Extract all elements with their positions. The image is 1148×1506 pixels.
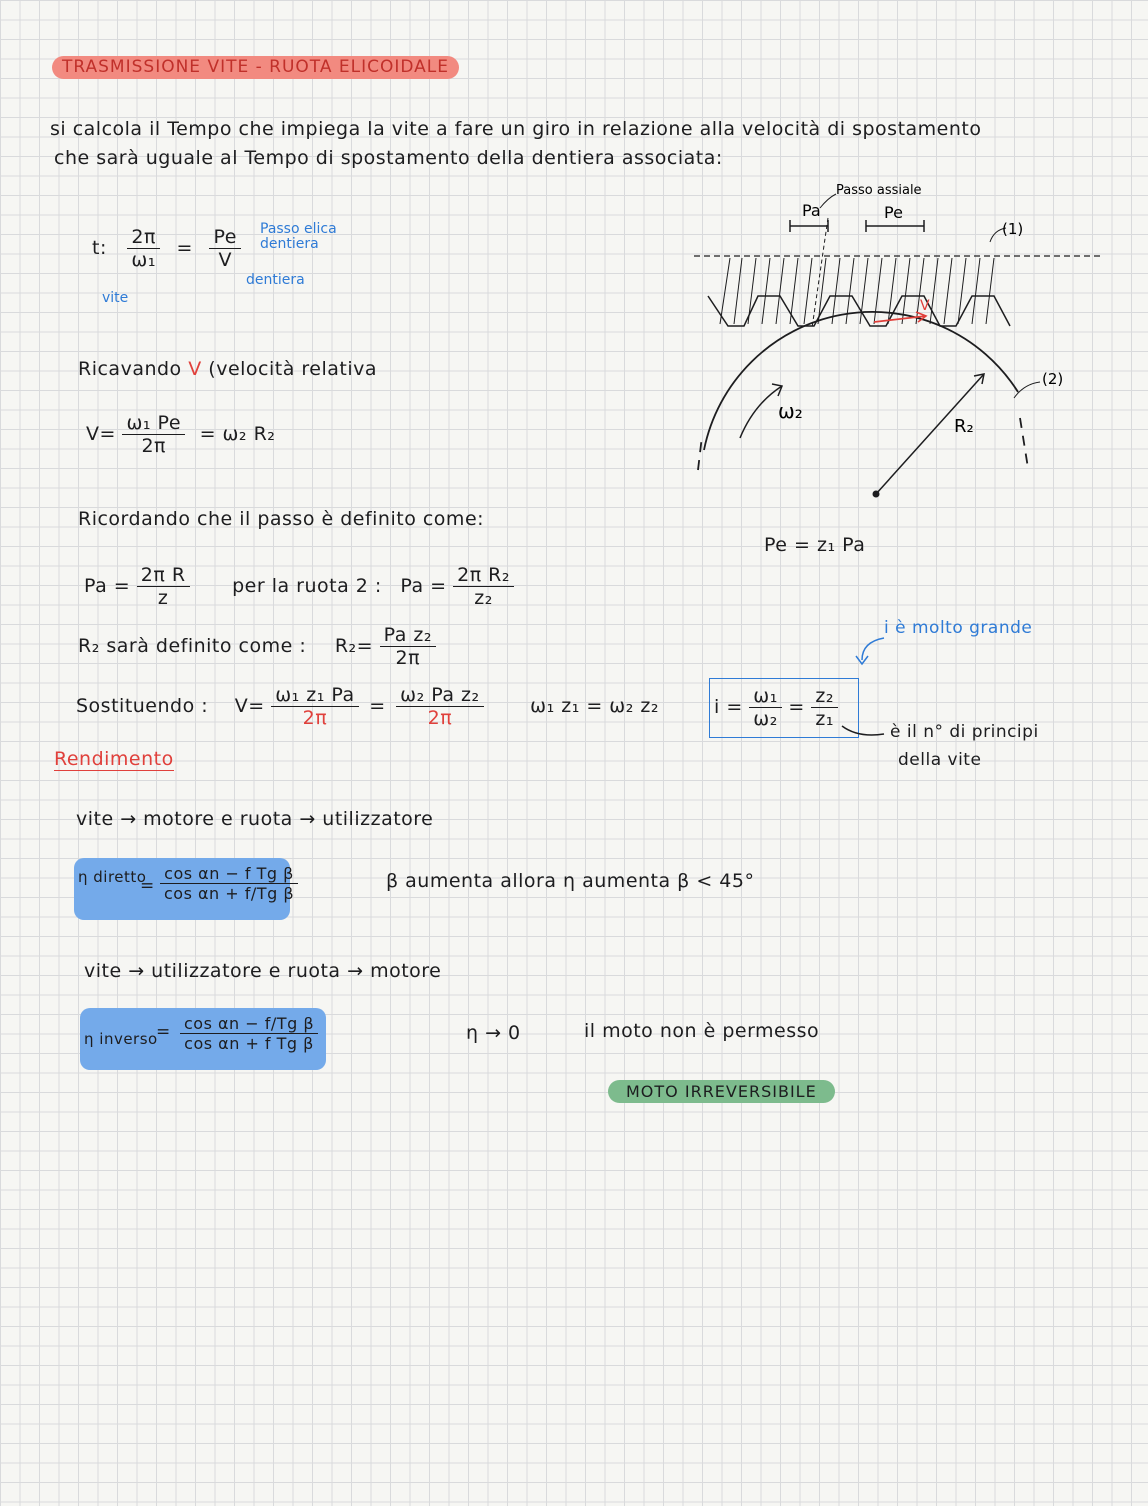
eq-r2-den: 2π — [395, 647, 421, 669]
note-principi-1: è il n° di principi — [890, 722, 1039, 742]
pe-equation: Pe = z₁ Pa — [764, 534, 866, 556]
wheel-arc-dash-left — [698, 436, 702, 470]
ratio-eq: = — [788, 696, 805, 718]
ricavando-line — [78, 358, 377, 380]
eq-time-frac2 — [209, 226, 240, 271]
eq-pa-per: per la ruota 2 : — [232, 575, 382, 597]
ratio-lhs: i = — [714, 696, 743, 718]
note-passo-elica: Passo elica dentiera — [260, 221, 337, 252]
eta-diretto-num: cos αn − f Tg β — [160, 864, 298, 884]
eq-time — [92, 226, 241, 271]
eq-sostituendo — [76, 684, 659, 729]
passo-assiale-pointer — [820, 194, 836, 208]
case-1: vite → motore e ruota → utilizzatore — [76, 808, 434, 830]
ratio-den-2: z₁ — [815, 708, 834, 730]
intro-line-1: si calcola il Tempo che impiega la vite a fare un giro in relazione alla velocità di spostamento — [50, 118, 982, 140]
passo-assiale-label: Passo assiale — [836, 183, 922, 198]
ricavando-text-2: (velocità relativa — [208, 358, 378, 380]
eq-time-frac1-den: ω₁ — [131, 249, 156, 271]
note-principi-2: della vite — [898, 750, 982, 770]
eq-pa-frac — [137, 564, 190, 609]
page-title: TRASMISSIONE VITE - RUOTA ELICOIDALE — [52, 56, 459, 79]
eta-diretto-den: cos αn + f/Tg β — [164, 884, 295, 903]
eta-diretto-eq: = — [140, 876, 155, 896]
eta-inverso-frac — [180, 1014, 318, 1053]
eq-r2-num: Pa z₂ — [380, 624, 436, 647]
eq-time-frac2-den: V — [218, 249, 232, 271]
eq-time-frac1 — [127, 226, 160, 271]
ricavando-v: V — [188, 358, 202, 380]
eq-pa-num: 2π R — [137, 564, 190, 587]
sost-den-2: 2π — [427, 707, 453, 729]
label2-pointer — [1014, 382, 1040, 398]
eta-diretto-frac — [160, 864, 298, 903]
eq-pa-frac-2 — [453, 564, 514, 609]
eta-inverso-eq: = — [156, 1022, 171, 1042]
eq-v — [86, 412, 275, 457]
ricavando-text: Ricavando — [78, 358, 182, 380]
sost-eq: = — [369, 695, 386, 717]
eq-pa — [84, 564, 514, 609]
note-moto-grande: i è molto grande — [884, 618, 1033, 638]
sost-lhs: V= — [234, 695, 265, 717]
pe-label: Pe — [884, 203, 903, 222]
principi-arrow — [842, 726, 884, 735]
rack-teeth — [708, 296, 1010, 326]
eq-r2-text: R₂ sarà definito come : — [78, 635, 307, 657]
note-dentiera: dentiera — [246, 272, 305, 288]
r2-label: R₂ — [954, 416, 974, 437]
eq-v-rhs: = ω₂ R₂ — [199, 423, 276, 445]
sost-den-1: 2π — [302, 707, 328, 729]
eq-v-den: 2π — [141, 435, 166, 457]
sost-frac-2 — [396, 684, 483, 729]
eq-pa-lhs-2: Pa = — [400, 575, 447, 597]
eta-inverso-num: cos αn − f/Tg β — [180, 1014, 318, 1034]
eq-pa-den: z — [157, 587, 169, 609]
eq-pa-den-2: z₂ — [474, 587, 493, 609]
note-vite: vite — [102, 290, 129, 306]
ricordando-text: Ricordando che il passo è definito come: — [78, 508, 485, 530]
irreversibile-badge: MOTO IRREVERSIBILE — [608, 1080, 835, 1103]
eq-v-num: ω₁ Pe — [122, 412, 185, 435]
moto-grande-arrow — [862, 638, 884, 660]
eq-pa-num-2: 2π R₂ — [453, 564, 514, 587]
omega2-label: ω₂ — [778, 399, 803, 423]
ratio-num-1: ω₁ — [749, 685, 782, 708]
wheel-arc-dash-right — [1020, 418, 1028, 468]
ratio-box — [709, 678, 859, 738]
rendimento-heading: Rendimento — [54, 748, 174, 770]
sost-text: Sostituendo : — [76, 695, 209, 717]
eq-time-frac1-num: 2π — [127, 226, 160, 249]
ratio-num-2: z₂ — [811, 685, 838, 708]
eq-r2-frac — [380, 624, 436, 669]
eq-time-frac2-num: Pe — [209, 226, 240, 249]
eta-inverso-den: cos αn + f Tg β — [184, 1034, 314, 1053]
sost-frac-1 — [271, 684, 358, 729]
eq-pa-lhs: Pa = — [84, 575, 131, 597]
v-label: V — [920, 298, 930, 314]
eta-diretto-label: η diretto — [78, 868, 147, 886]
sost-rel: ω₁ z₁ = ω₂ z₂ — [530, 695, 659, 717]
label-2: (2) — [1042, 370, 1064, 388]
sost-num-1: ω₁ z₁ Pa — [271, 684, 358, 707]
label-1: (1) — [1002, 220, 1024, 238]
intro-line-2: che sarà uguale al Tempo di spostamento della dentiera associata: — [54, 147, 723, 169]
pa-label: Pa — [802, 201, 821, 220]
worm-gear-diagram — [690, 178, 1110, 508]
eta-inverso-label: η inverso — [84, 1030, 158, 1048]
ratio-den-1: ω₂ — [753, 708, 778, 730]
note-arrows — [840, 630, 900, 750]
eq-v-frac — [122, 412, 185, 457]
eta-zero: η → 0 — [466, 1022, 521, 1044]
eq-r2 — [78, 624, 436, 669]
ratio-frac-1 — [749, 685, 782, 730]
beta-note: β aumenta allora η aumenta β < 45° — [386, 870, 755, 892]
case-2: vite → utilizzatore e ruota → motore — [84, 960, 442, 982]
eq-time-equals: = — [176, 237, 193, 259]
sost-num-2: ω₂ Pa z₂ — [396, 684, 483, 707]
omega-arrow — [740, 386, 782, 438]
ratio-content — [714, 685, 838, 730]
eq-time-lhs: t: — [92, 237, 107, 259]
rack-hatching — [720, 258, 994, 324]
ratio-frac-2 — [811, 685, 838, 730]
eq-r2-lhs: R₂= — [334, 635, 374, 657]
non-permesso: il moto non è permesso — [584, 1020, 820, 1042]
eq-v-lhs: V= — [86, 423, 116, 445]
